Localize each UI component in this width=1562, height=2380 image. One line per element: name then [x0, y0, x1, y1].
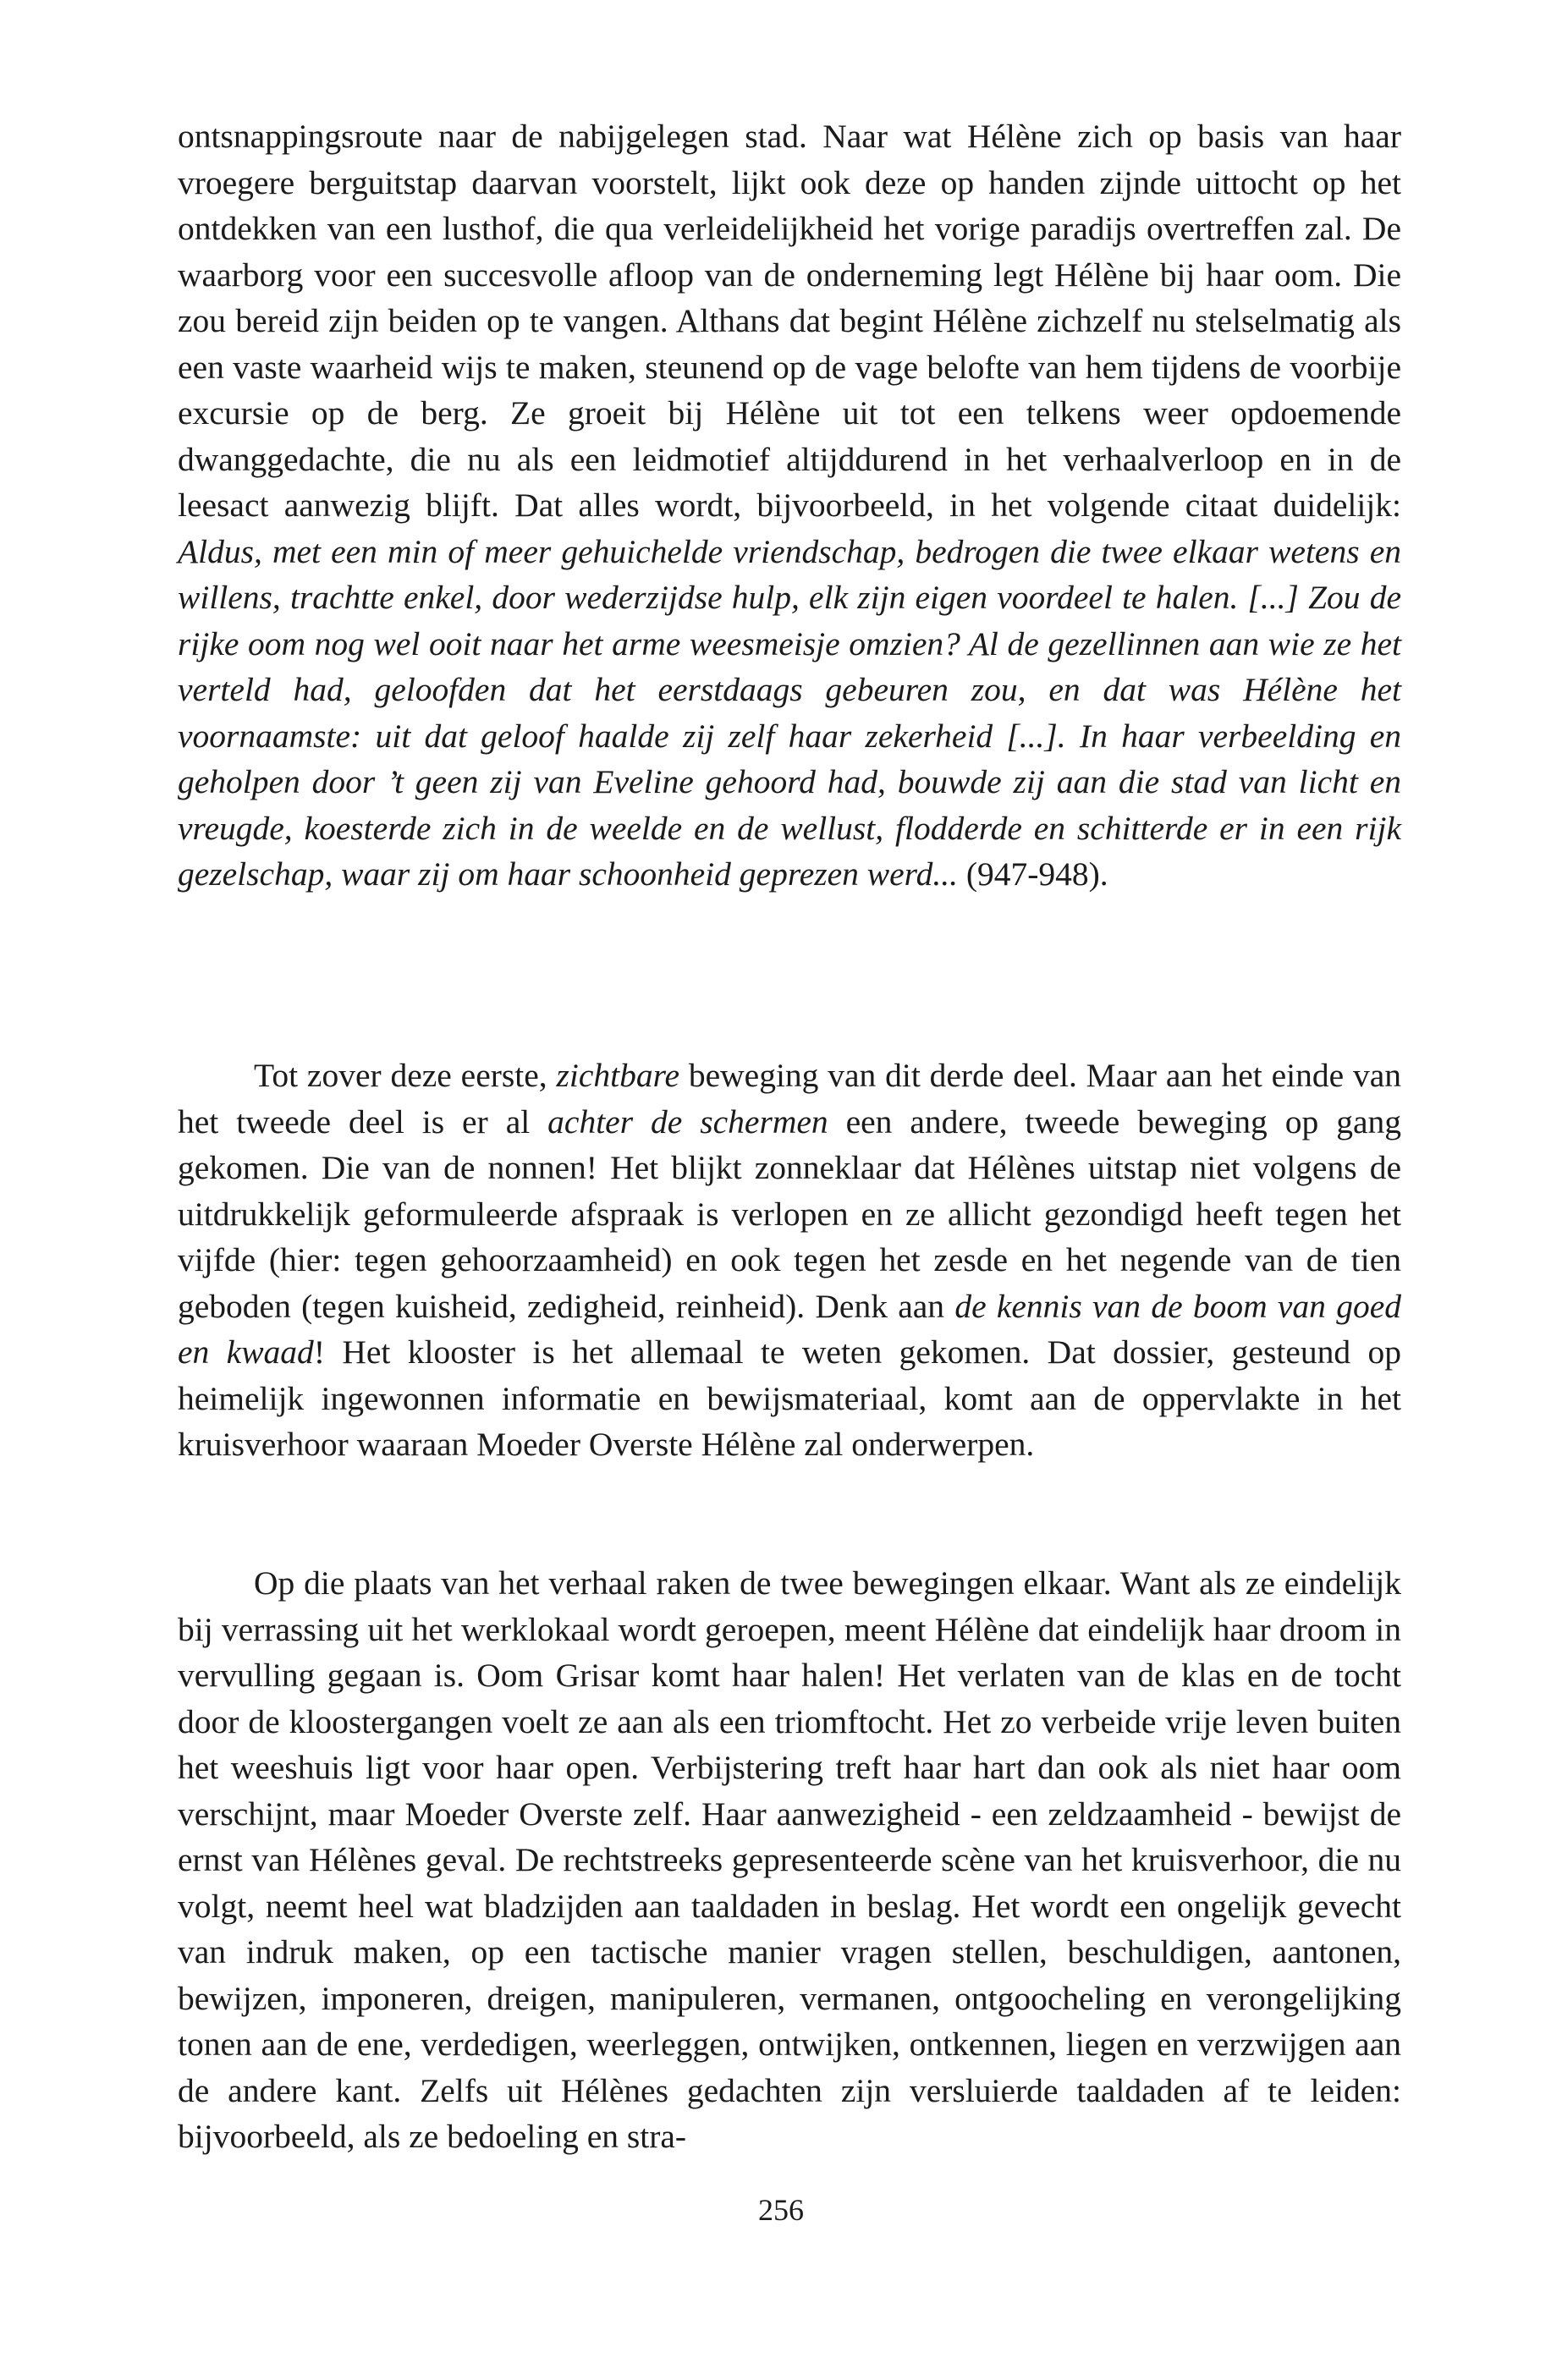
paragraph-2-text-c: een andere, tweede beweging op gang gekomen. Die van de nonnen! Het blijkt zonneklaar dat Hélènes uitstap niet volgens de uitdrukkelijk geformuleerde afspraak is verlopen en ze allicht gezondigd heeft tegen het vijfde (hier: tegen gehoorzaamheid) en ook tegen het zesde en het negende van de tien geboden (tegen kuisheid, zedigheid, reinheid). Denk aan	[178, 1102, 1401, 1325]
paragraph-1-text: ontsnappingsroute naar de nabijgelegen stad. Naar wat Hélène zich op basis van haar vroegere berguitstap daarvan voorstelt, lijkt ook deze op handen zijnde uittocht op het ontdekken van een lusthof, die qua verleidelijkheid het vorige paradijs overtreffen zal. De waarborg voor een succesvolle afloop van de onderneming legt Hélène bij haar oom. Die zou bereid zijn beiden op te vangen. Althans dat begint Hélène zichzelf nu stelselmatig als een vaste waarheid wijs te maken, steunend op de vage belofte van hem tijdens de voorbije excursie op de berg. Ze groeit bij Hélène uit tot een telkens weer opdoemende dwanggedachte, die nu als een leidmotief altijddurend in het verhaalverloop en in de leesact aanwezig blijft. Dat alles wordt, bijvoorbeeld, in het volgende citaat duidelijk:	[178, 118, 1401, 524]
page-number: 256	[758, 2193, 804, 2227]
paragraph-1	[178, 113, 1401, 898]
page-reference: (947-948).	[957, 855, 1108, 893]
emphasis-kennis-boom: de kennis van de boom van goed en kwaad	[178, 1287, 1401, 1371]
paragraph-2	[178, 1053, 1401, 1468]
paragraph-2-text-b: beweging van dit derde deel. Maar aan het einde van het tweede deel is er al	[178, 1057, 1401, 1141]
paragraph-3-text: Op die plaats van het verhaal raken de twee bewegingen elkaar. Want als ze eindelijk bij verrassing uit het werklokaal wordt geroepen, meent Hélène dat eindelijk haar droom in vervulling gegaan is. Oom Grisar komt haar halen! Het verlaten van de klas en de tocht door de kloostergangen voelt ze aan als een triomftocht. Het zo verbeide vrije leven buiten het weeshuis ligt voor haar open. Verbijstering treft haar hart dan ook als niet haar oom verschijnt, maar Moeder Overste zelf. Haar aanwezigheid - een zeldzaamheid - bewijst de ernst van Hélènes geval. De rechtstreeks gepresenteerde scène van het kruisverhoor, die nu volgt, neemt heel wat bladzijden aan taaldaden in beslag. Het wordt een ongelijk gevecht van indruk maken, op een tactische manier vragen stellen, beschuldigen, aantonen, bewijzen, imponeren, dreigen, manipuleren, vermanen, ontgoocheling en verongelijking tonen aan de ene, verdedigen, weerleggen, ontwijken, ontkennen, liegen en verzwijgen aan de andere kant. Zelfs uit Hélènes gedachten zijn versluierde taaldaden af te leiden: bijvoorbeeld, als ze bedoeling en stra-	[178, 1564, 1401, 2155]
paragraph-2-text-d: ! Het klooster is het allemaal te weten gekomen. Dat dossier, gesteund op heimelijk ingewonnen informatie en bewijsmateriaal, komt aan de oppervlakte in het kruisverhoor waaraan Moeder Overste Hélène zal onderwerpen.	[178, 1333, 1401, 1463]
emphasis-achter-de-schermen: achter de schermen	[547, 1102, 828, 1141]
quotation-italic: Aldus, met een min of meer gehuichelde vriendschap, bedrogen die twee elkaar wetens en willens, trachtte enkel, door wederzijdse hulp, elk zijn eigen voordeel te halen. [...] Zou de rijke oom nog wel ooit naar het arme weesmeisje omzien? Al de gezellinnen aan wie ze het verteld had, geloofden dat het eerstdaags gebeuren zou, en dat was Hélène het voornaamste: uit dat geloof haalde zij zelf haar zekerheid [...]. In haar verbeelding en geholpen door ’t geen zij van Eveline gehoord had, bouwde zij aan die stad van licht en vreugde, koesterde zich in de weelde en de wellust, flodderde en schitterde er in een rijk gezelschap, waar zij om haar schoonheid geprezen werd...	[178, 532, 1401, 893]
emphasis-zichtbare: zichtbare	[556, 1057, 680, 1094]
paragraph-3	[178, 1560, 1401, 2160]
paragraph-2-text-a: Tot zover deze eerste,	[254, 1057, 557, 1094]
